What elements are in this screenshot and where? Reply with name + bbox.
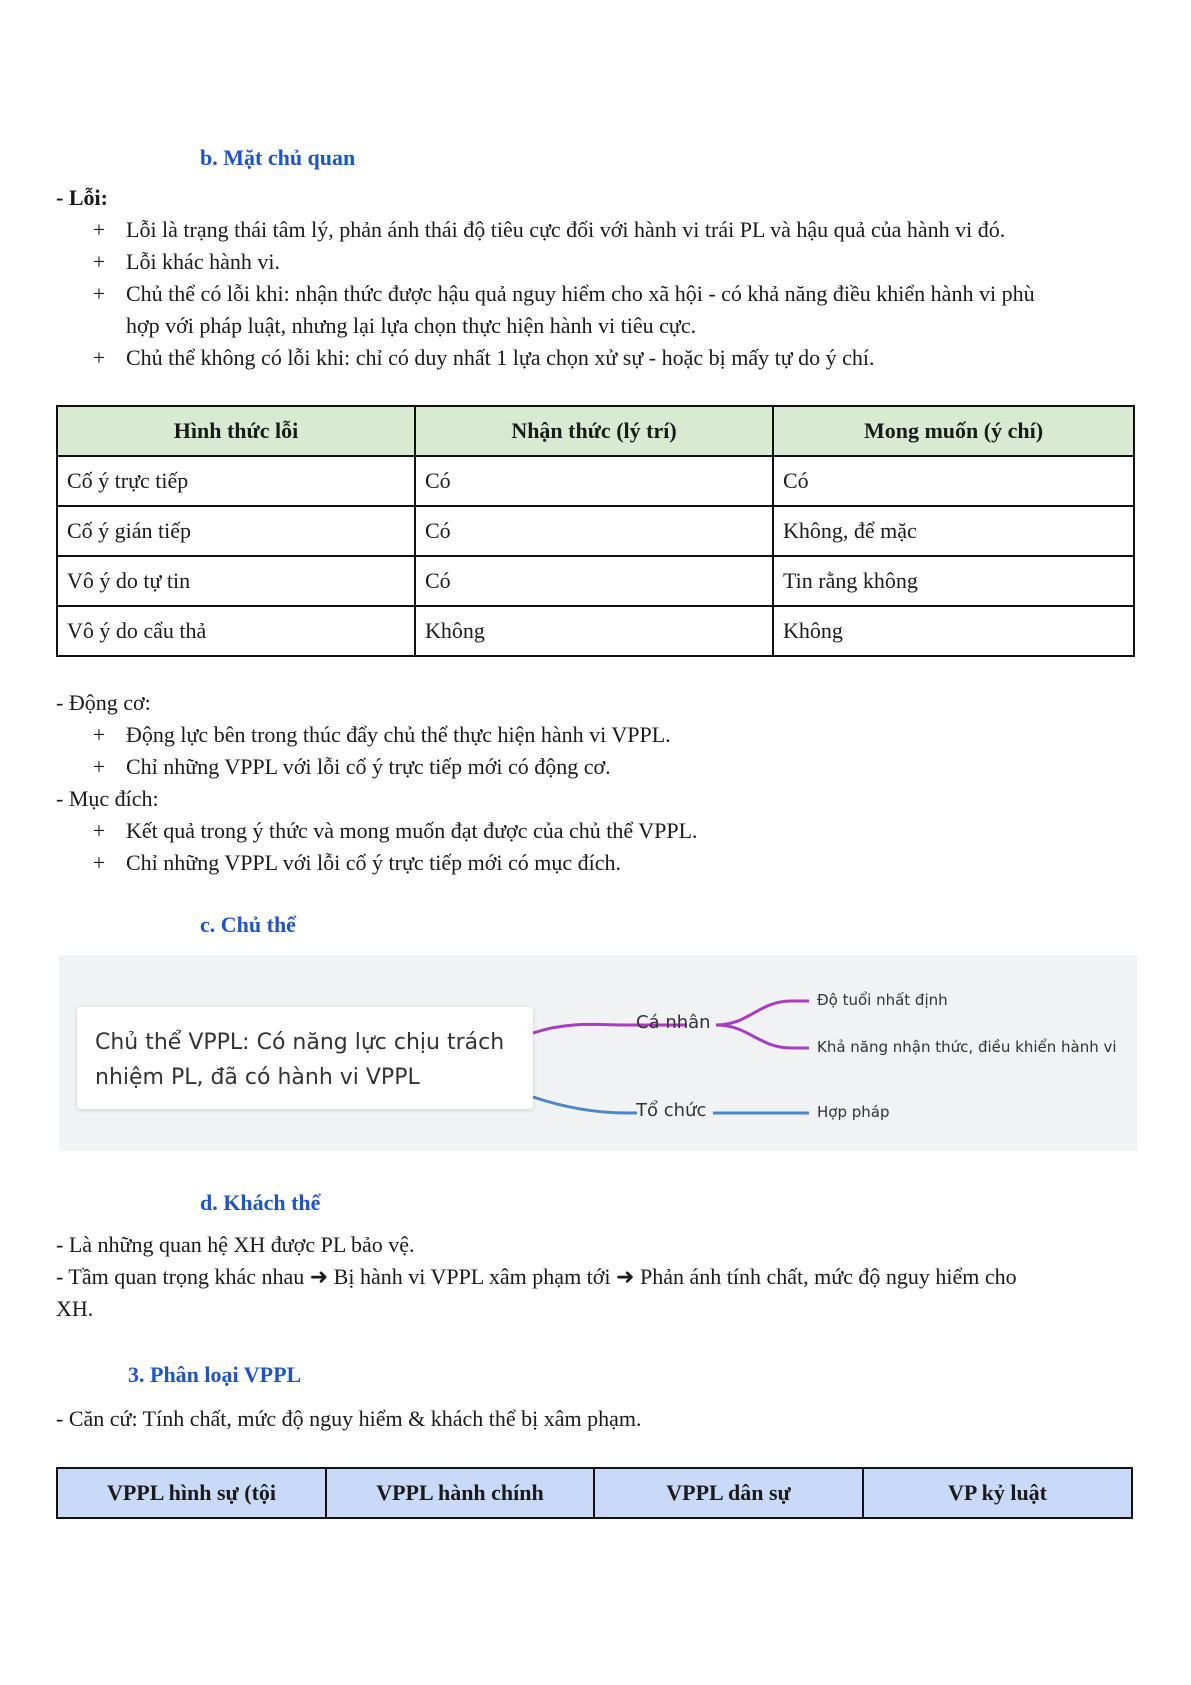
violation-types-table [56,1467,1133,1519]
object-line-3: XH. [56,1296,94,1321]
mindmap-branch-individual: Cá nhân [636,1012,711,1033]
section-3-heading: 3. Phân loại VPPL [128,1362,302,1387]
subject-mindmap [59,955,1137,1151]
section-d-heading: d. Khách thể [200,1190,321,1215]
table-cell: Có [773,456,1134,506]
connector-age [716,1001,809,1025]
table-row [57,456,1134,506]
table-header-cell: VPPL hành chính [326,1468,594,1518]
mindmap-center-line: Chủ thể VPPL: Có năng lực chịu trách [95,1030,505,1055]
table-row [57,506,1134,556]
bullet-marker: + [92,217,106,242]
bullet-marker: + [92,345,106,370]
table-cell: Cố ý gián tiếp [57,506,415,556]
motive-bullet-text: Động lực bên trong thúc đẩy chủ thể thực hiện hành vi VPPL. [126,722,671,747]
purpose-bullet-text: Kết quả trong ý thức và mong muốn đạt được của chủ thể VPPL. [126,818,698,843]
mindmap-leaf-capacity: Khả năng nhận thức, điều khiển hành vi [817,1038,1117,1056]
fault-label: - Lỗi: [56,185,108,210]
connector-capacity [716,1025,809,1048]
table-cell: Không, để mặc [773,506,1134,556]
purpose-label: - Mục đích: [56,786,159,811]
fault-bullet-text: hợp với pháp luật, nhưng lại lựa chọn thực hiện hành vi tiêu cực. [126,313,697,338]
bullet-marker: + [92,722,106,747]
section-b-heading: b. Mặt chủ quan [200,145,356,170]
table-cell: Không [415,606,773,656]
bullet-marker: + [92,850,106,875]
table-header-row [57,406,1134,456]
motive-bullet-text: Chỉ những VPPL với lỗi cố ý trực tiếp mới có động cơ. [126,754,611,779]
purpose-bullet-text: Chỉ những VPPL với lỗi cố ý trực tiếp mới có mục đích. [126,850,622,875]
table-cell: Vô ý do cẩu thả [57,606,415,656]
fault-forms-table [56,405,1135,657]
table-header-cell: Mong muốn (ý chí) [773,406,1134,456]
bullet-marker: + [92,281,106,306]
bullet-marker: + [92,818,106,843]
table-cell: Tin rằng không [773,556,1134,606]
fault-bullet-text: Lỗi là trạng thái tâm lý, phản ánh thái độ tiêu cực đối với hành vi trái PL và hậu quả của hành vi đó. [126,217,1006,242]
classification-basis: - Căn cứ: Tính chất, mức độ nguy hiểm & khách thể bị xâm phạm. [56,1406,642,1431]
bullet-marker: + [92,249,106,274]
table-cell: Có [415,456,773,506]
mindmap-leaf-legal: Hợp pháp [817,1103,890,1121]
table-cell: Có [415,556,773,606]
table-header-cell: VP kỷ luật [863,1468,1132,1518]
mindmap-leaf-age: Độ tuổi nhất định [817,991,948,1009]
table-row [57,606,1134,656]
table-header-cell: Hình thức lỗi [57,406,415,456]
motive-label: - Động cơ: [56,690,151,715]
table-header-row [57,1468,1132,1518]
fault-bullet-text: Chủ thể không có lỗi khi: chỉ có duy nhất 1 lựa chọn xử sự - hoặc bị mấy tự do ý chí. [126,345,875,370]
table-header-cell: Nhận thức (lý trí) [415,406,773,456]
fault-bullet-text: Chủ thể có lỗi khi: nhận thức được hậu quả nguy hiểm cho xã hội - có khả năng điều khiển hành vi phù [126,281,1035,306]
table-header-cell: VPPL hình sự (tội [57,1468,326,1518]
connector-organization [533,1097,637,1113]
fault-bullet-text: Lỗi khác hành vi. [126,249,280,274]
mindmap-center-line: nhiệm PL, đã có hành vi VPPL [95,1065,420,1090]
table-cell: Có [415,506,773,556]
table-cell: Không [773,606,1134,656]
section-c-heading: c. Chủ thể [200,912,296,937]
object-line-2: - Tầm quan trọng khác nhau ➜ Bị hành vi VPPL xâm phạm tới ➜ Phản ánh tính chất, mức độ nguy hiểm cho [56,1264,1017,1289]
mindmap-branch-organization: Tổ chức [636,1100,707,1121]
table-cell: Vô ý do tự tin [57,556,415,606]
table-cell: Cố ý trực tiếp [57,456,415,506]
table-header-cell: VPPL dân sự [594,1468,863,1518]
mindmap-center-node [77,1007,533,1109]
object-line-1: - Là những quan hệ XH được PL bảo vệ. [56,1232,415,1257]
table-row [57,556,1134,606]
bullet-marker: + [92,754,106,779]
